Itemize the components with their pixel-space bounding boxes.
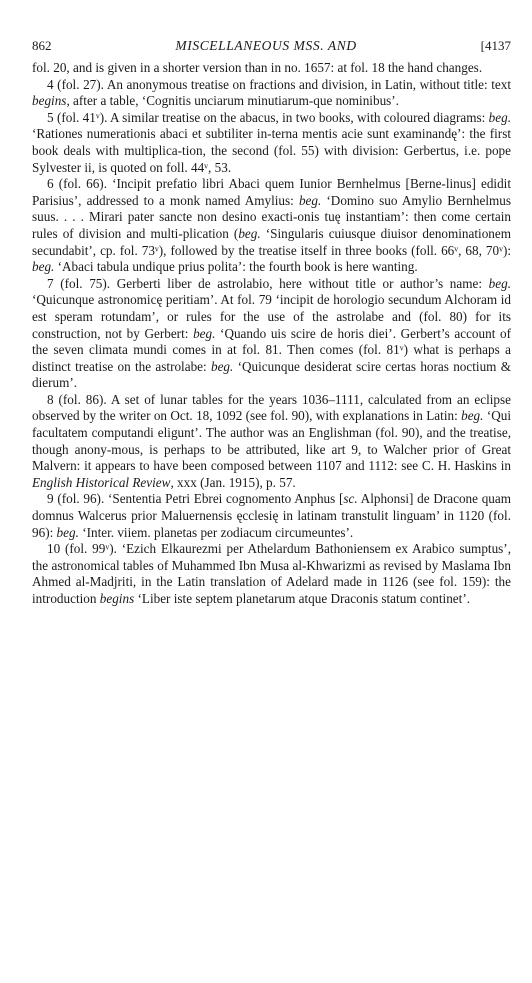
text-run: ‘Quicunque astronomicę peritiam’. At fol. 79 ‘incipit de horologio secundum Alchoram id est speram rotundam’, or rules for the use of the astrolabe and (fol. 80) for its construction, not by Gerbert: [32, 292, 511, 341]
text-run: Alphonsi] de Dracone quam domnus Walcerus prior Maluernensis ęcclesię in latinam transtulit linguam’ in 1120 (fol. 96): [32, 491, 511, 540]
running-title: MISCELLANEOUS MSS. AND [175, 38, 357, 53]
italic-text: beg. [56, 524, 79, 540]
catalogue-paragraph [32, 392, 511, 492]
italic-text: beg. [488, 109, 511, 125]
running-header [32, 38, 511, 54]
text-run: 6 (fol. 66). ‘Incipit prefatio libri Abaci quem Iunior Bernhelmus [Berne-linus] edidit Parisius’, addressed to a monk named Amylius: [32, 176, 511, 208]
italic-text: beg. [193, 325, 216, 341]
catalogue-paragraph [32, 176, 511, 276]
text-run: 7 (fol. 75). Gerberti liber de astrolabio, here without title or author’s name: [47, 275, 489, 291]
text-run: ‘Qui facultatem computandi eligunt’. The author was an Englishman (fol. 90), and the treatise, though anony-mous, is perhaps to be attributed, like art 9, to Walcher prior of Great Malvern: it appears to have been composed between 1107 and 1112: see C. H. Haskins in [32, 408, 511, 474]
signature-mark: [4137 [480, 38, 511, 53]
text-run: 9 (fol. 96). ‘Sententia Petri Ebrei cognomento Anphus [ [47, 491, 344, 507]
italic-text: beg. [298, 192, 322, 208]
text-run: ‘Quicunque desiderat scire certas horas noctium & dierum’. [32, 358, 511, 391]
text-run: ‘Inter. viiem. planetas per zodiacum circumeuntes’. [78, 524, 354, 540]
catalogue-paragraph [32, 110, 511, 176]
italic-text: beg. [210, 358, 234, 374]
text-run: ‘Rationes numerationis abaci et subtiliter in-terna mentis acie sunt examinandę’: the first book deals with multiplica-tion, the second (fol. 55) with division: Gerbertus, i.e. pope Sylvester ii, is quoted on foll. 44ᵛ, 53. [32, 126, 511, 175]
italic-text: begins [99, 591, 135, 606]
catalogue-paragraph [32, 60, 511, 77]
italic-text: beg. [238, 225, 261, 241]
catalogue-text [32, 60, 511, 608]
italic-text: beg. [488, 275, 511, 291]
italic-text: beg. [461, 408, 484, 424]
italic-text: begins [32, 93, 67, 109]
page-number: 862 [32, 38, 52, 53]
text-run: ‘Abaci tabula undique prius polita’: the fourth book is here wanting. [54, 259, 418, 275]
text-run: 4 (fol. 27). An anonymous treatise on fractions and division, in Latin, without title: text [47, 76, 511, 92]
text-run: , xxx (Jan. 1915), p. 57. [170, 474, 296, 490]
text-run: 5 (fol. 41ᵛ). A similar treatise on the abacus, in two books, with coloured diagrams: [47, 109, 489, 125]
catalogue-paragraph [32, 77, 511, 110]
text-run: ‘Singularis cuiusque diuisor denominationem secundabit’, cp. fol. 73ᵛ), followed by the treatise itself in three books (foll. 66ᵛ, 68, 70ᵛ): [32, 225, 511, 258]
italic-text: beg. [32, 259, 55, 275]
italic-text: sc. [343, 491, 358, 507]
catalogue-paragraph [32, 541, 511, 607]
text-run: fol. 20, and is given in a shorter version than in no. 1657: at fol. 18 the hand changes. [32, 60, 483, 75]
text-run: 8 (fol. 86). A set of lunar tables for the years 1036–1111, calculated from an eclipse observed by the writer on Oct. 18, 1092 (see fol. 90), with explanations in Latin: [32, 391, 511, 424]
text-run: ‘Liber iste septem planetarum atque Draconis statum continet’. [134, 591, 471, 606]
text-run: 10 (fol. 99ᵛ). ‘Ezich Elkaurezmi per Athelardum Bathoniensem ex Arabico sumptus’, the astronomical tables of Muhammed Ibn Musa al-Khwarizmi as revised by Maslama Ibn Ahmed al-Madjriti, in the Latin translation of Adelard made in 1126 (see fol. 159): the introduction [32, 541, 511, 606]
catalogue-paragraph [32, 491, 511, 541]
document-page [32, 38, 511, 608]
text-run: , after a table, ‘Cognitis unciarum minutiarum-que nominibus’. [66, 93, 399, 109]
catalogue-paragraph [32, 276, 511, 392]
text-run: ‘Domino suo Amylio Bernhelmus suus. . . . Mirari pater sancte non desino exacti-onis tuę instantiam’: then come certain rules of division and multi-plication ( [32, 192, 511, 241]
text-run: ‘Quando uis scire de horis diei’. Gerbert’s account of the seven climata mundi comes in at fol. 81. Then comes (fol. 81ᵛ) what is perhaps a distinct treatise on the astrolabe: [32, 325, 511, 374]
italic-text: English Historical Review [32, 474, 171, 490]
